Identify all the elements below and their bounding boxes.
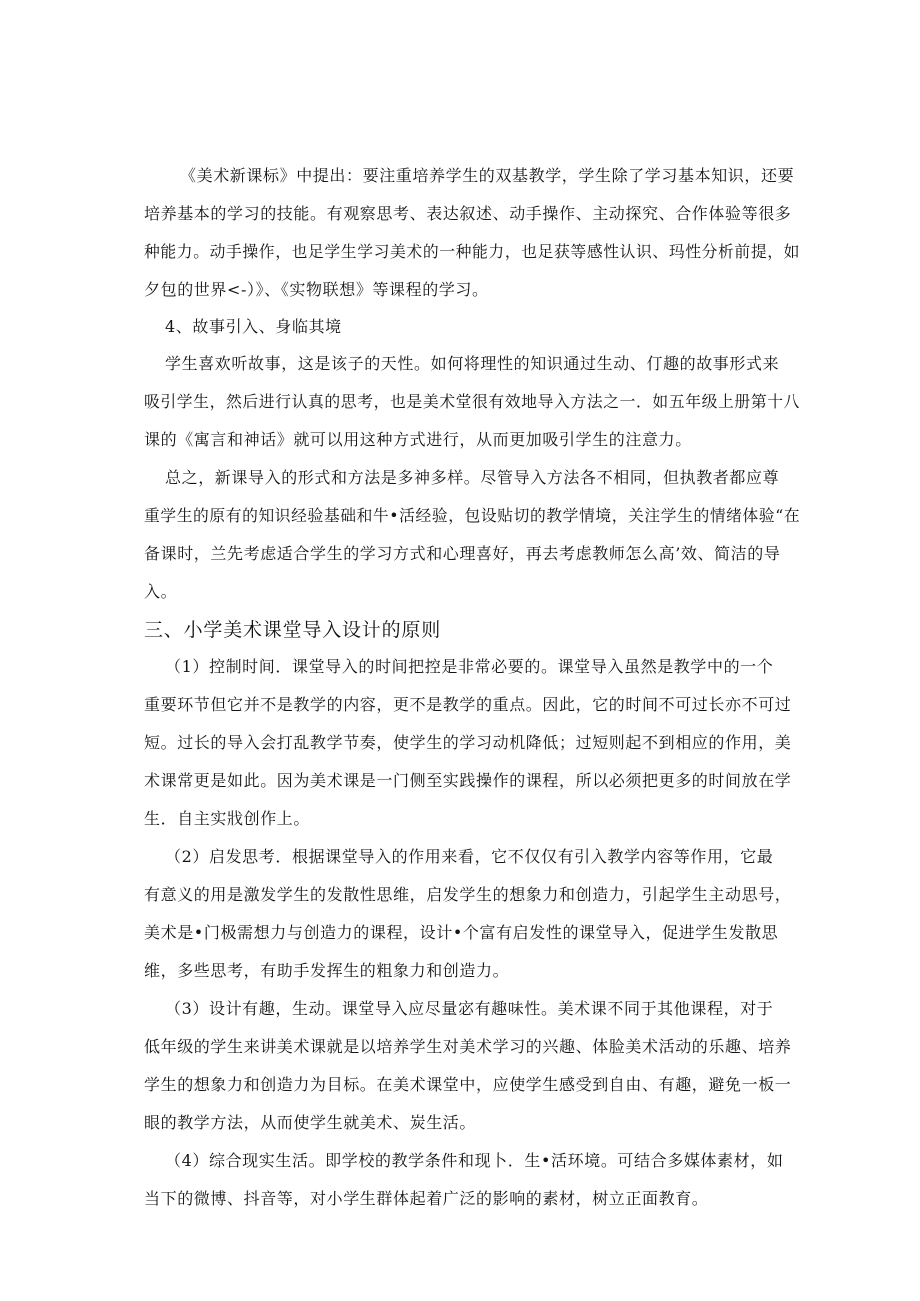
paragraph-line: 培养基本的学习的技能。有观察思考、表达叙述、动手操作、主动探究、合作体验等很多 <box>144 204 792 223</box>
paragraph-line: 有意义的用是激发学生的发散性思维，启发学生的想象力和创造力，引起学生主动思号， <box>144 885 792 904</box>
paragraph-line: （2）启发思考．根据课堂导入的作用来看，它不仅仅有引入教学内容等作用，它最 <box>165 847 774 866</box>
paragraph-line: 学生喜欢听故事，这是该子的天性。如何将理性的知识通过生动、仃趣的故事形式来 <box>165 354 780 373</box>
paragraph-line: 重学生的原有的知识经验基础和牛•活经验，包设贴切的教学情境，关注学生的情绪体验“在 <box>144 506 801 525</box>
paragraph-line: 吸引学生，然后进行认真的思考，也是美术堂很有效地导入方法之一．如五年级上册第十八 <box>144 392 801 411</box>
paragraph-line: （3）设计有趣，生动。课堂导入应尽量宓有趣味性。美术课不同于其他课程，对于 <box>165 999 774 1018</box>
section-heading: 三、小学美术课堂导入设计的原则 <box>144 619 442 641</box>
paragraph-line: 种能力。动手操作，也足学生学习美术的一种能力，也足获等感性认识、玛性分析前提，如 <box>144 242 801 261</box>
paragraph-line: 《美术新课标》中提出：要注重培养学生的双基教学，学生除了学习基本知识，还要 <box>180 166 795 185</box>
paragraph-line: （1）控制时间．课堂导入的时间把控是非常必要的。课堂导入虽然是教学中的一个 <box>165 657 774 676</box>
paragraph-line: 当下的微博、抖音等，对小学生群体起着广泛的影响的素材，树立正面教育。 <box>144 1189 709 1208</box>
paragraph-line: （4）综合现实生活。即学校的教学条件和现卜．生•活环境。可结合多媒体素材，如 <box>165 1151 784 1170</box>
paragraph-line: 夕包的世界<-）》、《实物联想》等课程的学习。 <box>144 280 489 299</box>
paragraph-line: 维，多些思考，有助手发挥生的粗象力和创造力。 <box>144 961 510 980</box>
paragraph-line: 低年级的学生来讲美术课就是以培养学生对美术学习的兴趣、体脸美术活动的乐趣、培养 <box>144 1037 792 1056</box>
paragraph-line: 备课时，兰先考虑适合学生的学习方式和心理喜好，再去考虑教师怎么高’效、简洁的导 <box>144 544 781 563</box>
paragraph-line: 眼的教学方法，从而使学生就美术、炭生活。 <box>144 1113 477 1132</box>
paragraph-line: 生．自主实戕创作上。 <box>144 809 311 828</box>
paragraph-line: 课的《寓言和神话》就可以用这种方式进行，从而更加吸引学生的注意力。 <box>144 430 692 449</box>
paragraph-line: 总之，新课导入的形式和方法是多神多样。尽管导入方法各不相同，但执教者都应尊 <box>165 468 780 487</box>
paragraph-line: 短。过长的导入会打乱教学节奏，使学生的学习动机降低；过短则起不到相应的作用，美 <box>144 733 792 752</box>
paragraph-line: 学生的想象力和创造力为目标。在美术课堂中，应使学生感受到自由、有趣，避免一板一 <box>144 1075 792 1094</box>
paragraph-line: 入。 <box>144 582 178 601</box>
paragraph-line: 重要环节但它并不是教学的内容，更不是教学的重点。因此，它的时间不可过长亦不可过 <box>144 695 792 714</box>
paragraph-line: 美术是•门极需想力与创造力的课程，设计•个富有启发性的课堂导入，促进学生发散思 <box>144 923 779 942</box>
paragraph-line: 术课常更是如此。因为美术课是一门侧至实践操作的课程，所以必须把更多的时间放在学 <box>144 771 792 790</box>
list-item-heading: 4、故事引入、身临其境 <box>165 317 342 336</box>
